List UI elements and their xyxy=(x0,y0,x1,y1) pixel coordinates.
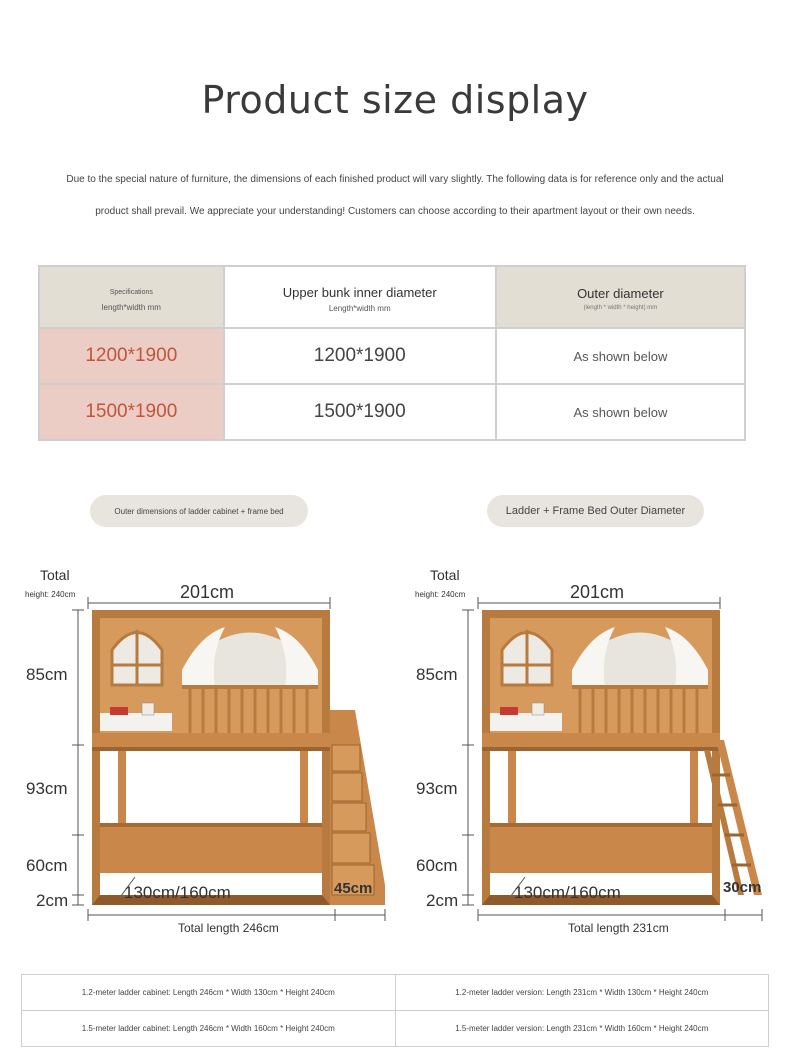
header-spec-label: Specifications xyxy=(109,288,153,296)
header-inner-diameter xyxy=(224,266,496,328)
base-height-dimension: 2cm xyxy=(36,891,69,910)
base-height-dimension: 2cm xyxy=(426,891,459,910)
bed-diagram-ladder xyxy=(390,555,785,945)
summary-cell: 1.2-meter ladder version: Length 231cm * Width 130cm * Height 240cm xyxy=(395,975,769,1011)
total-length-dimension: Total length 246cm xyxy=(178,921,279,935)
disclaimer-line-2: product shall prevail. We appreciate your understanding! Customers can choose according to their apartment layout or their own needs. xyxy=(95,206,695,217)
table-row xyxy=(22,975,769,1011)
header-inner-label: Upper bunk inner diameter xyxy=(282,284,437,300)
upper-height-dimension: 85cm xyxy=(416,665,458,684)
inner-cell: 1200*1900 xyxy=(224,328,496,384)
table-row xyxy=(39,328,745,384)
table-row xyxy=(22,1011,769,1047)
lower-height-dimension: 60cm xyxy=(26,856,68,875)
upper-height-dimension: 85cm xyxy=(26,665,68,684)
header-outer-unit: (length * width * height) mm xyxy=(583,305,658,311)
spec-table-header xyxy=(39,266,745,328)
bed-diagram-ladder-cabinet xyxy=(0,555,395,945)
width-dimension: 201cm xyxy=(570,582,625,602)
width-dimension: 201cm xyxy=(180,582,235,602)
summary-cell: 1.5-meter ladder cabinet: Length 246cm * Width 160cm * Height 240cm xyxy=(22,1011,396,1047)
outer-cell: As shown below xyxy=(496,328,745,384)
depth-dimension: 130cm/160cm xyxy=(514,883,621,902)
ladder-width-dimension: 30cm xyxy=(723,879,762,896)
total-length-dimension: Total length 231cm xyxy=(568,921,669,935)
inner-cell: 1500*1900 xyxy=(224,384,496,440)
middle-height-dimension: 93cm xyxy=(416,779,458,798)
page-title: Product size display xyxy=(201,78,589,122)
total-height-label: Total xyxy=(40,567,70,583)
depth-dimension: 130cm/160cm xyxy=(124,883,231,902)
total-height-value: height: 240cm xyxy=(415,590,466,599)
diagram-label-ladder: Ladder + Frame Bed Outer Diameter xyxy=(487,495,704,527)
header-outer-diameter xyxy=(496,266,745,328)
summary-cell: 1.5-meter ladder version: Length 231cm * Width 160cm * Height 240cm xyxy=(395,1011,769,1047)
dimension-summary-table xyxy=(21,974,769,1047)
diagram-label-ladder-cabinet: Outer dimensions of ladder cabinet + frame bed xyxy=(90,495,308,527)
spec-cell: 1200*1900 xyxy=(39,328,224,384)
middle-height-dimension: 93cm xyxy=(26,779,68,798)
table-row xyxy=(39,384,745,440)
total-height-value: height: 240cm xyxy=(25,590,76,599)
lower-height-dimension: 60cm xyxy=(416,856,458,875)
header-outer-label: Outer diameter xyxy=(577,286,664,301)
spec-cell: 1500*1900 xyxy=(39,384,224,440)
header-spec-unit: length*width mm xyxy=(101,302,161,312)
header-specifications xyxy=(39,266,224,328)
summary-cell: 1.2-meter ladder cabinet: Length 246cm * Width 130cm * Height 240cm xyxy=(22,975,396,1011)
header-inner-unit: Length*width mm xyxy=(328,303,391,313)
disclaimer-line-1: Due to the special nature of furniture, the dimensions of each finished product will vary slightly. The following data is for reference only and the actual xyxy=(66,174,724,185)
total-height-label: Total xyxy=(430,567,460,583)
spec-table xyxy=(38,265,746,441)
ladder-width-dimension: 45cm xyxy=(334,880,373,897)
outer-cell: As shown below xyxy=(496,384,745,440)
